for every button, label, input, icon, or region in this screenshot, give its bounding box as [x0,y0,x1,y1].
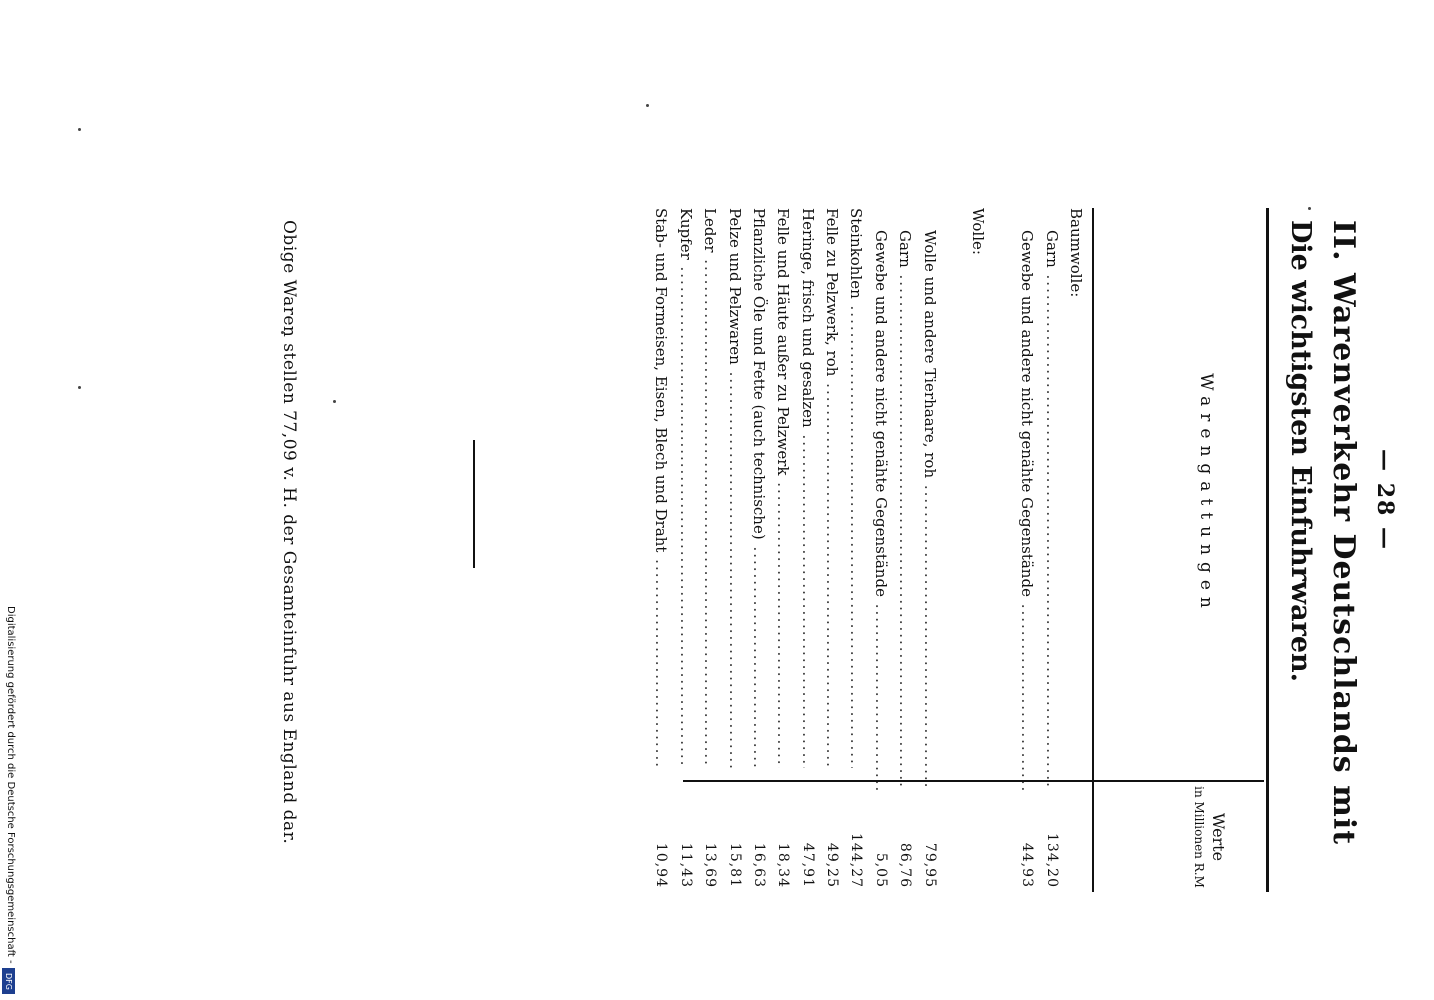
row-label: Felle und Häute außer zu Pelzwerk ..... [771,208,795,768]
row-label: Pflanzliche Öle und Fette (auch technische) ..... [747,208,771,768]
row-label: Gewebe und andere nicht genähte Gegenstände ..... [1015,208,1039,790]
table-row [795,208,819,892]
column-divider [683,780,1094,782]
row-label: Garn ..... [1039,208,1063,790]
table-top-rule [1266,208,1269,892]
row-label: Felle zu Pelzwerk, roh ..... [820,208,844,768]
dfg-logo: DFG [2,968,15,994]
row-label: Steinkohlen ..... [844,208,868,768]
table-header [1092,208,1264,892]
row-value: 134,20 [1043,833,1060,888]
row-label: Wolle: [969,208,988,255]
table-row [966,208,990,892]
table-body [649,208,1088,892]
table-row [722,208,746,892]
row-label: Gewebe und andere nicht genähte Gegenstände ..... [868,208,892,790]
table-row [771,208,795,892]
row-label: Kupfer ..... [673,208,697,768]
row-value: 144,27 [848,833,865,888]
header-value-label: Werte [1209,812,1228,862]
table-row [917,208,941,892]
page-title: II. Warenverkehr Deutschlands mit [1326,220,1361,846]
header-value-unit: in Millionen R.M [1192,786,1206,888]
table-row [1015,208,1039,892]
row-value: 79,95 [921,842,938,888]
table-row [698,208,722,892]
table-row [990,208,1014,892]
row-value: 13,69 [702,842,719,888]
row-label: Leder ..... [698,208,722,768]
row-label: Stab- und Formeisen, Eisen, Blech und Draht ..... [649,208,673,768]
row-label: Garn ..... [893,208,917,790]
header-value [1094,782,1264,892]
table-row [844,208,868,892]
header-goods [1094,208,1264,782]
row-value: 10,94 [653,842,670,888]
row-value: 44,93 [1019,842,1036,888]
table-row [673,208,697,892]
page-number: — 28 — [1372,449,1398,551]
table-row [1039,208,1063,892]
rotated-page [0,140,1434,888]
page-subtitle: Die wichtigsten Einfuhrwaren. [1285,220,1316,683]
row-value: 47,91 [799,842,816,888]
row-label: Pelze und Pelzwaren ..... [722,208,746,768]
table-row [820,208,844,892]
row-value: 86,76 [897,842,914,888]
table-row [893,208,917,892]
scan-speck [646,104,649,107]
funding-note: Digitalisierung gefördert durch die Deutsche Forschungsgemeinschaft - [5,606,16,964]
row-value: 18,34 [775,842,792,888]
table-row [649,208,673,892]
row-value: 49,25 [824,842,841,888]
table-row [747,208,771,892]
row-value: 16,63 [750,842,767,888]
header-goods-label: Warengattungen [1196,373,1216,615]
row-value: 15,81 [726,842,743,888]
table-row [942,208,966,892]
footnote: Obige Waren stellen 77,09 v. H. der Gesamteinfuhr aus England dar. [279,220,299,845]
row-value: 5,05 [872,852,889,888]
scan-speck [78,128,81,131]
table-row [868,208,892,892]
row-label: Baumwolle: [1067,208,1085,298]
row-label: Wolle und andere Tierhaare, roh ..... [917,208,941,790]
table-row [1064,208,1088,892]
row-value: 11,43 [677,842,694,888]
row-label: Heringe, frisch und gesalzen ..... [795,208,819,768]
